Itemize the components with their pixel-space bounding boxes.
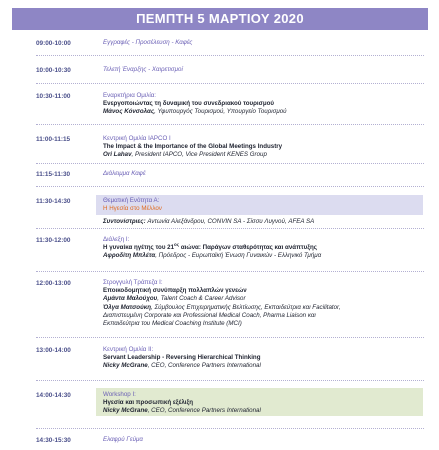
moderators (103, 218, 423, 226)
session-title: Η Ηγεσία στο Μέλλον (103, 205, 162, 213)
session-type: Κεντρική Ομιλία IAPCO I (103, 135, 171, 142)
speaker-role: , Σύμβουλος Επιχειρηματικής Βελτίωσης, Εκπαιδεύτρια και Facilitator, (151, 303, 341, 311)
session-time: 11:00-11:15 (36, 136, 71, 143)
session-type: Διάλεξη Ι: (103, 236, 130, 243)
session-title: Servant Leadership - Reversing Hierarchical Thinking (103, 354, 261, 362)
session-type: Εναρκτήρια Ομιλία: (103, 92, 157, 99)
speaker (103, 108, 423, 116)
session-time: 14:00-14:30 (36, 392, 71, 399)
session-time: 09:00-10:00 (36, 40, 71, 47)
speaker-role-continued: Εκπαιδεύτρια του Medical Coaching Institute (MCI) (103, 320, 242, 328)
session-time: 10:00-10:30 (36, 67, 71, 74)
row-separator (36, 271, 424, 272)
session-title: Ελαφρύ Γεύμα (103, 436, 143, 443)
row-separator (36, 55, 424, 56)
session-time: 13:00-14:00 (36, 347, 71, 354)
speaker-role: , President IAPCO, Vice President KENES Group (131, 151, 267, 159)
session-time: 14:30-15:30 (36, 437, 71, 444)
row-separator (36, 380, 424, 381)
session-time: 11:15-11:30 (36, 171, 71, 178)
speaker-name: Αφροδίτη Μπλέτα (103, 252, 156, 260)
day-header: ΠΕΜΠΤΗ 5 ΜΑΡΤΙΟΥ 2020 (12, 8, 428, 30)
speaker (103, 304, 423, 312)
speaker-name: Nicky McGrane (103, 407, 148, 415)
speaker (103, 151, 423, 159)
row-separator (36, 228, 424, 229)
speaker (103, 252, 423, 260)
session-title: Η γυναίκα ηγέτης του $21^{o\varsigma}$ αιώνα: Παράγων σταθερότητας και ανάπτυξης (103, 242, 317, 252)
speaker (103, 362, 423, 370)
session-title: The Impact & the Importance of the Global Meetings Industry (103, 143, 283, 151)
speaker (103, 295, 423, 303)
speaker-role: , Πρόεδρος - Ευρωπαϊκή Ένωση Γυναικών - Ελληνικό Τμήμα (155, 252, 322, 260)
session-type: Θεματική Ενότητα Α: (103, 197, 160, 204)
speaker-name: Nicky McGrane (103, 362, 148, 370)
session-time: 11:30-14:30 (36, 198, 71, 205)
speaker-name: Ori Lahav (103, 151, 132, 159)
speaker-role: , CEO, Conference Partners International (147, 362, 261, 370)
row-separator (36, 124, 424, 125)
moderators-label: Συντονίστριες: (103, 218, 148, 226)
session-time: 11:30-12:00 (36, 237, 71, 244)
session-title: Ηγεσία και προσωπική εξέλιξη (103, 399, 194, 407)
speaker-role-continued: Διαπιστευμένη Corporate και Professional Medical Coach, Pharma Liaison και (103, 311, 316, 319)
moderators-names: Αντωνία Αλεξάνδρου, CONVIN SA - Σίσσυ Λυγνού, AFEA SA (147, 218, 315, 226)
speaker (103, 407, 423, 415)
row-separator (36, 83, 424, 84)
row-separator (36, 428, 424, 429)
session-time: 12:00-13:00 (36, 280, 71, 287)
speaker-role: , Talent Coach & Career Advisor (157, 295, 246, 303)
speaker-role: , Υφυπουργός Τουρισμού, Υπουργείο Τουρισμού (154, 108, 287, 116)
session-title: Ενεργοποιώντας τη δυναμική του συνεδριακού τουρισμού (103, 100, 275, 108)
session-title: Διάλειμμα Καφέ (103, 170, 146, 177)
speaker-role: , CEO, Conference Partners International (147, 407, 261, 415)
speaker-name: Μάνος Κόνσολας (103, 108, 155, 116)
session-type: Workshop I: (103, 391, 136, 398)
row-separator (36, 186, 424, 187)
session-title: Τελετή Έναρξης - Χαιρετισμοί (103, 66, 183, 73)
speaker-name: Όλγα Ματσούκη (103, 303, 152, 311)
session-title: Εγγραφές - Προσέλευση - Καφές (103, 39, 193, 46)
row-separator (36, 337, 424, 338)
row-separator (36, 163, 424, 164)
session-title: Εποικοδομητική συνύπαρξη πολλαπλών γενεών (103, 287, 247, 295)
session-time: 10:30-11:00 (36, 93, 71, 100)
speaker-name: Αμάντα Μαλούχου (103, 295, 158, 303)
session-type: Στρογγυλή Τράπεζα Ι: (103, 279, 163, 286)
session-type: Κεντρική Ομιλία ΙΙ: (103, 346, 154, 353)
